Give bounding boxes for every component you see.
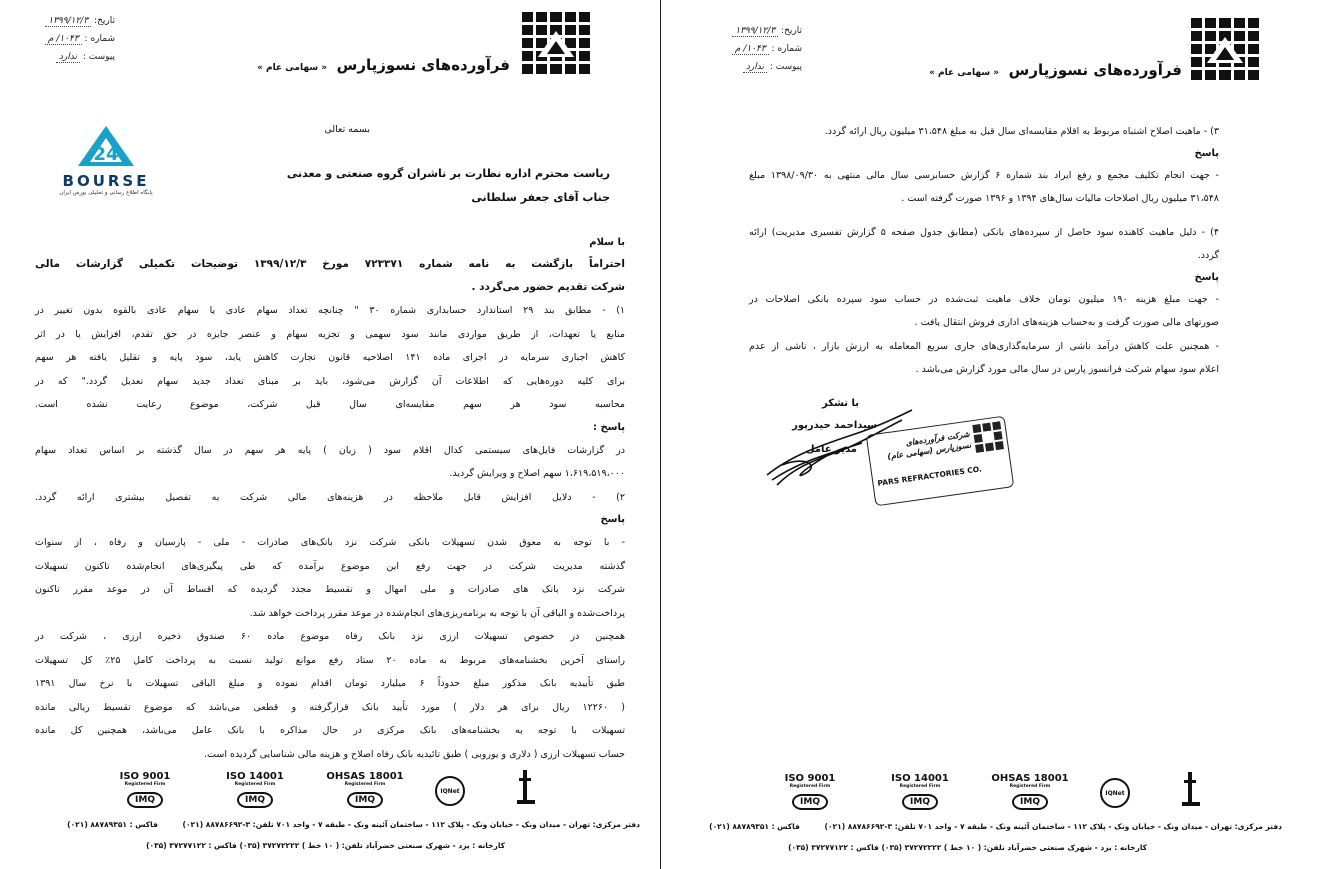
signer-name: سیداحمد حیدرپور xyxy=(792,420,877,431)
number-value-2: ۱۰۴۳/ م xyxy=(732,44,769,55)
cert-ohsas18001-reg-2: Registered Firm xyxy=(1009,784,1051,789)
footer-office: دفتر مرکزی: تهران - میدان ونک - خیابان ونک - پلاک ۱۱۲ - ساختمان آئینه ونک - طبقه ۷ - واحد ۷۰۱ تلفن: ۳-۸۸۷۸۶۶۹۲ (۰۲۱) xyxy=(182,820,640,829)
date-row xyxy=(0,12,115,30)
item3-line: ۳) - ماهیت اصلاح اشتباه مربوط به اقلام مقایسه‌ای سال قبل به مبلغ ۳۱،۵۴۸ میلیون ریال ارائه گردد. xyxy=(824,126,1219,137)
certifications-bar xyxy=(95,768,537,808)
answer-2-line-4: پرداخت‌شده و الباقی آن با توجه به برنامه‌ریزی‌های انجام‌شده در موعد مقرر پرداخت خواهد شد. xyxy=(249,607,625,619)
attachment-label: پیوست : xyxy=(82,52,115,62)
answer-4-line-2: صورتهای مالی صورت گرفت و به‌حساب هزینه‌های اداری فروش انتقال یافت . xyxy=(914,317,1219,328)
footer-address xyxy=(20,814,640,856)
number-row xyxy=(0,30,115,48)
company-name-text-2: فرآورده‌های نسوزپارس xyxy=(1008,61,1182,79)
attachment-row-2 xyxy=(687,58,802,76)
item4-line-2: گردد. xyxy=(1197,250,1219,261)
intro-line-2: شرکت تقدیم حضور می‌گردد . xyxy=(471,281,625,293)
item4-line-1: ۴) - دلیل ماهیت کاهنده سود حاصل از سپرده‌های بانکی (مطابق جدول صفحه ۵ گزارش تفسیری مدیریت) ارائه xyxy=(749,226,1219,238)
footer-fax: فاکس : ۸۸۷۸۹۳۵۱ (۰۲۱) xyxy=(67,820,158,829)
answer-3-line-2: ۳۱،۵۴۸ میلیون ریال اصلاحات مالیات سال‌های ۱۳۹۴ و ۱۳۹۶ صورت گرفته است . xyxy=(901,193,1219,204)
signer-title: مدیر عامل xyxy=(805,444,857,455)
footer-factory: کارخانه : یزد - شهرک صنعتی خضرآباد تلفن: ( ۱۰ خط ) ۳۷۲۷۲۲۲۲ (۰۳۵) فاکس : ۳۷۲۷۷۱۲۲ (۰۳۵) xyxy=(146,841,505,850)
answer-4-label: پاسخ xyxy=(1194,271,1219,283)
company-logo-icon-2 xyxy=(1191,18,1259,80)
cert-iso9001-badge: IMQ xyxy=(127,792,163,808)
answer-4-line-1: - جهت مبلغ هزینه ۱۹۰ میلیون تومان خلاف ماهیت ثبت‌شده در حساب سود سپرده بانکی اصلاحات در xyxy=(749,293,1219,305)
cert-iso14001-reg-2: Registered Firm xyxy=(899,784,941,789)
recipient-line-1: ریاست محترم اداره نظارت بر ناشران گروه صنعتی و معدنی xyxy=(286,167,610,180)
cert-iso14001-title: ISO 14001 xyxy=(226,771,284,782)
footer-row-1-2 xyxy=(682,816,1282,837)
item1-line-3: کاهش اجباری سرمایه در اجرای ماده ۱۴۱ اصلاحیه قانون تجارت کاهش یابد، سود پایه و تقلیل یافته هر سهم xyxy=(35,352,625,363)
item1-line-1: ۱) - مطابق بند ۲۹ استاندارد حسابداری شماره ۳۰ " چنانچه تعداد سهام عادی یا سهام عادی بالقوه بدون تغییر در xyxy=(35,305,626,316)
cert-iso14001-badge-2: IMQ xyxy=(902,794,938,810)
footer-row-1 xyxy=(20,814,640,835)
cert-iso9001 xyxy=(95,771,195,808)
cert-iso14001-badge: IMQ xyxy=(237,792,273,808)
company-name xyxy=(257,55,510,74)
basmala: بسمه تعالی xyxy=(324,124,370,135)
cert-ohsas18001-title-2: OHSAS 18001 xyxy=(991,773,1069,784)
cert-ohsas18001-badge: IMQ xyxy=(347,792,383,808)
answer-4-line-3: - همچنین علت کاهش درآمد ناشی از سرمایه‌گذاری‌های جاری سریع المعامله به ارزش بازار ، ناشی از عدم xyxy=(749,340,1219,352)
closing-thanks: با تشکر xyxy=(822,398,859,409)
answer-2-line-10: حساب تسهیلات ارزی ( دلاری و یوروبی ) طبق تائیدیه بانک رفاه اصلاح و هزینه مالی شناسایی گردیده است. xyxy=(204,748,625,760)
attachment-value: ندارد xyxy=(56,52,80,63)
bourse-logo xyxy=(58,124,154,196)
footer-fax-2: فاکس : ۸۸۷۸۹۳۵۱ (۰۲۱) xyxy=(709,822,800,831)
company-type-2: « سهامی عام » xyxy=(929,68,1000,78)
letter-page-2 xyxy=(662,0,1337,869)
svg-text:24: 24 xyxy=(93,144,119,165)
bourse-logo-subtitle: پایگاه اطلاع رسانی و تحلیلی بورس ایران xyxy=(59,190,153,196)
cert-iso9001-reg-2: Registered Firm xyxy=(789,784,831,789)
number-value: ۱۰۴۳/ م xyxy=(45,34,82,45)
attachment-value-2: ندارد xyxy=(743,62,767,73)
letter-meta xyxy=(0,12,115,66)
cert-iso14001 xyxy=(205,771,305,808)
answer-2-line-6: راستای آخرین بخشنامه‌های مربوط به ماده ۲۰ ستاد رفع موانع تولید نسبت به پرداخت کامل ۲۵٪ کل تسهیلات xyxy=(35,654,625,666)
footer-factory-2: کارخانه : یزد - شهرک صنعتی خضرآباد تلفن: ( ۱۰ خط ) ۳۷۲۷۲۲۲۲ (۰۳۵) فاکس : ۳۷۲۷۷۱۲۲ (۰۳۵) xyxy=(788,843,1147,852)
answer-4-line-4: اعلام سود سهام شرکت فرانسوز پارس در سال مالی مورد گزارش می‌باشد . xyxy=(915,364,1219,375)
cert-iso9001-reg: Registered Firm xyxy=(124,782,166,787)
cert-ohsas18001-2 xyxy=(980,773,1080,810)
company-name-2 xyxy=(929,60,1182,79)
answer-3-label: پاسخ xyxy=(1194,147,1219,159)
answer-2-line-5: همچنین در خصوص تسهیلات ارزی نزد بانک رفاه موضوع ماده ۶۰ صندوق ذخیره ارزی ، شرکت در xyxy=(35,631,626,642)
company-type: « سهامی عام » xyxy=(257,63,328,73)
answer-2-line-9: تسهیلات با توجه به بخشنامه‌های بانک مرکزی در حال مذاکره با بانک عامل می‌باشد، همچنین کل مانده xyxy=(35,725,625,736)
date-value: ۱۳۹۹/۱۲/۳ xyxy=(45,16,91,27)
cert-ohsas18001-reg: Registered Firm xyxy=(344,782,386,787)
bourse-emblem-icon xyxy=(76,124,136,168)
answer-1-line-2: ۱،۶۱۹،۵۱۹،۰۰۰ سهم اصلاح و ویرایش گردید. xyxy=(449,468,625,479)
footer-emblem-icon-2 xyxy=(1180,770,1202,810)
stamp-text: شرکت فرآورده‌های نسوزپارس (سهامی عام) xyxy=(886,429,972,462)
letter-body-2 xyxy=(749,120,1219,382)
number-label: شماره : xyxy=(84,34,115,44)
footer-address-2 xyxy=(682,816,1282,858)
answer-1-label: پاسخ : xyxy=(592,421,625,433)
item2-line: ۲) - دلایل افزایش قابل ملاحظه در هزینه‌های مالی شرکت به تفصیل بیشتری ارائه گردد. xyxy=(35,491,625,503)
attachment-label-2: پیوست : xyxy=(769,62,802,72)
cert-ohsas18001 xyxy=(315,771,415,808)
greeting: با سلام xyxy=(589,237,625,248)
cert-iso9001-2 xyxy=(760,773,860,810)
letter-page-1 xyxy=(0,0,660,869)
attachment-row xyxy=(0,48,115,66)
date-row-2 xyxy=(687,22,802,40)
number-row-2 xyxy=(687,40,802,58)
answer-2-line-1: - با توجه به معوق شدن تسهیلات بانکی شرکت نزد بانک‌های صادرات - ملی - پارسیان و رفاه ، از سنوات xyxy=(35,537,625,548)
recipient xyxy=(190,162,610,210)
cert-iso14001-2 xyxy=(870,773,970,810)
answer-2-line-7: طبق تأییدیه بانک مذکور مبلغ حدوداً ۶ میلیارد تومان اقدام نموده و مبلغ الباقی تسهیلات با نرخ سال ۱۳۹۱ xyxy=(35,678,625,689)
number-label-2: شماره : xyxy=(771,44,802,54)
cert-iso9001-title: ISO 9001 xyxy=(119,771,171,782)
cert-iso9001-badge-2: IMQ xyxy=(792,794,828,810)
footer-office-2: دفتر مرکزی: تهران - میدان ونک - خیابان ونک - پلاک ۱۱۲ - ساختمان آئینه ونک - طبقه ۷ - واحد ۷۰۱ تلفن: ۳-۸۸۷۸۶۶۹۲ (۰۲۱) xyxy=(824,822,1282,831)
answer-3-line-1: - جهت انجام تکلیف مجمع و رفع ایراد بند شماره ۶ گزارش حسابرسی سال مالی منتهی به ۱۳۹۸/۰۹/۳۰ مبلغ xyxy=(749,169,1219,181)
date-value-2: ۱۳۹۹/۱۲/۳ xyxy=(732,26,778,37)
company-name-text: فرآورده‌های نسوزپارس xyxy=(336,56,510,74)
cert-ohsas18001-badge-2: IMQ xyxy=(1012,794,1048,810)
letter-meta-2 xyxy=(687,22,802,76)
recipient-line-2: جناب آقای جعفر سلطانی xyxy=(471,191,610,204)
item1-line-5: محاسبه سود هر سهم مقایسه‌ای سال قبل شرکت، موضوع رعایت نشده است. xyxy=(35,399,625,410)
answer-2-line-2: گذشته مدیریت شرکت در جهت رفع این موضوع برآمده که طی پیگیری‌های انجام‌شده تاکنون تسهیلات xyxy=(35,560,625,572)
cert-ohsas18001-title: OHSAS 18001 xyxy=(326,771,404,782)
cert-iso14001-title-2: ISO 14001 xyxy=(891,773,949,784)
answer-2-line-3: شرکت نزد بانک های صادرات و ملی امهال و تقسیط مجدد گردیده که اقساط آن در موعد مقرر تاکنون xyxy=(35,584,625,595)
date-label: تاریخ: xyxy=(94,16,115,26)
date-label-2: تاریخ: xyxy=(781,26,802,36)
answer-1-line-1: در گزارشات فایل‌های سیستمی کدال اقلام سود ( زیان ) پایه هر سهم در سال گذشته بر اساس تعداد سهام xyxy=(35,444,625,456)
item1-line-2: منابع یا تعهدات، از طریق مواردی مانند سود سهمی و تجزیه سهام و عنصر جایزه در حق تقدم، افزایش یا در اثر xyxy=(35,328,625,340)
iqnet-icon: IQNet xyxy=(435,776,465,806)
cert-iso14001-reg: Registered Firm xyxy=(234,782,276,787)
company-logo-icon xyxy=(522,12,590,74)
stamp-latin: PARS REFRACTORIES CO. xyxy=(876,464,983,488)
bourse-logo-text: BOURSE xyxy=(62,172,150,190)
intro-line-1: احتراماً بازگشت به نامه شماره ۷۲۳۳۷۱ مورخ ۱۳۹۹/۱۲/۳ توضیحات تکمیلی گزارشات مالی xyxy=(35,258,625,270)
cert-iso9001-title-2: ISO 9001 xyxy=(784,773,836,784)
answer-2-label: پاسخ xyxy=(600,514,625,525)
item1-line-4: برای کلیه دوره‌هایی که اطلاعات آن گزارش می‌شود، باید بر مبنای تعداد جدید سهام تعدیل گردد." که در xyxy=(35,375,625,387)
certifications-bar-2 xyxy=(760,770,1202,810)
stamp-logo-icon xyxy=(972,421,1004,453)
footer-emblem-icon xyxy=(515,768,537,808)
letter-body-1 xyxy=(35,233,625,766)
iqnet-icon-2: IQNet xyxy=(1100,778,1130,808)
answer-2-line-8: ( ۱۲۲۶۰ ریال برای هر دلار ) مورد تأیید بانک قرارگرفته و قطعی می‌باشد که موضوع تقسیط ریالی مانده xyxy=(35,701,625,713)
